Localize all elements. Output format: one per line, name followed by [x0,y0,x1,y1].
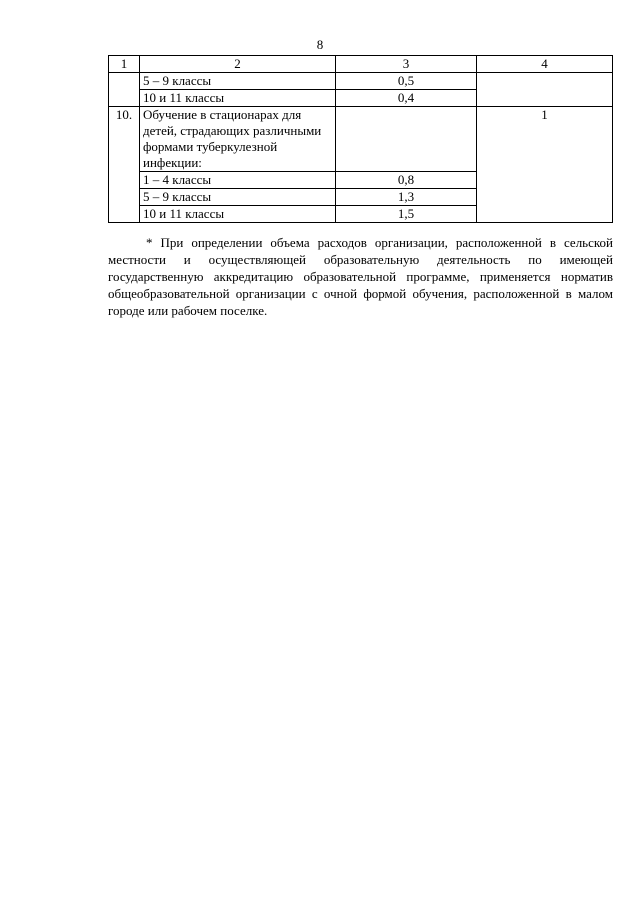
row-value: 1,5 [336,206,477,223]
row-value: 1,3 [336,189,477,206]
row-value: 0,5 [336,73,477,90]
row-col4-value: 1 [477,107,613,223]
row-label: 5 – 9 классы [140,73,336,90]
row-value: 0,8 [336,172,477,189]
header-col-4: 4 [477,56,613,73]
row-label: 10 и 11 классы [140,90,336,107]
row-title: Обучение в стационарах для детей, страдающих различными формами туберкулезной инфекции: [140,107,336,172]
page-number: 8 [316,37,324,52]
row-value: 0,4 [336,90,477,107]
table-row [109,73,613,90]
row-value-empty [336,107,477,172]
row-label: 1 – 4 классы [140,172,336,189]
table-header-row [109,56,613,73]
row-col4-cell [477,73,613,107]
norms-table [108,55,613,223]
header-col-1: 1 [109,56,140,73]
table-row [109,107,613,172]
row-label: 5 – 9 классы [140,189,336,206]
row-label: 10 и 11 классы [140,206,336,223]
row-number-cell [109,73,140,107]
footnote: * При определении объема расходов организации, расположенной в сельской местности и осуществляющей образовательную деятельность по имеющей государственную аккредитацию образовательной программе, применяется норматив общеобразовательной организации с очной формой обучения, расположенной в малом городе или рабочем поселке. [108,235,613,318]
header-col-2: 2 [140,56,336,73]
header-col-3: 3 [336,56,477,73]
row-number: 10. [109,107,140,223]
